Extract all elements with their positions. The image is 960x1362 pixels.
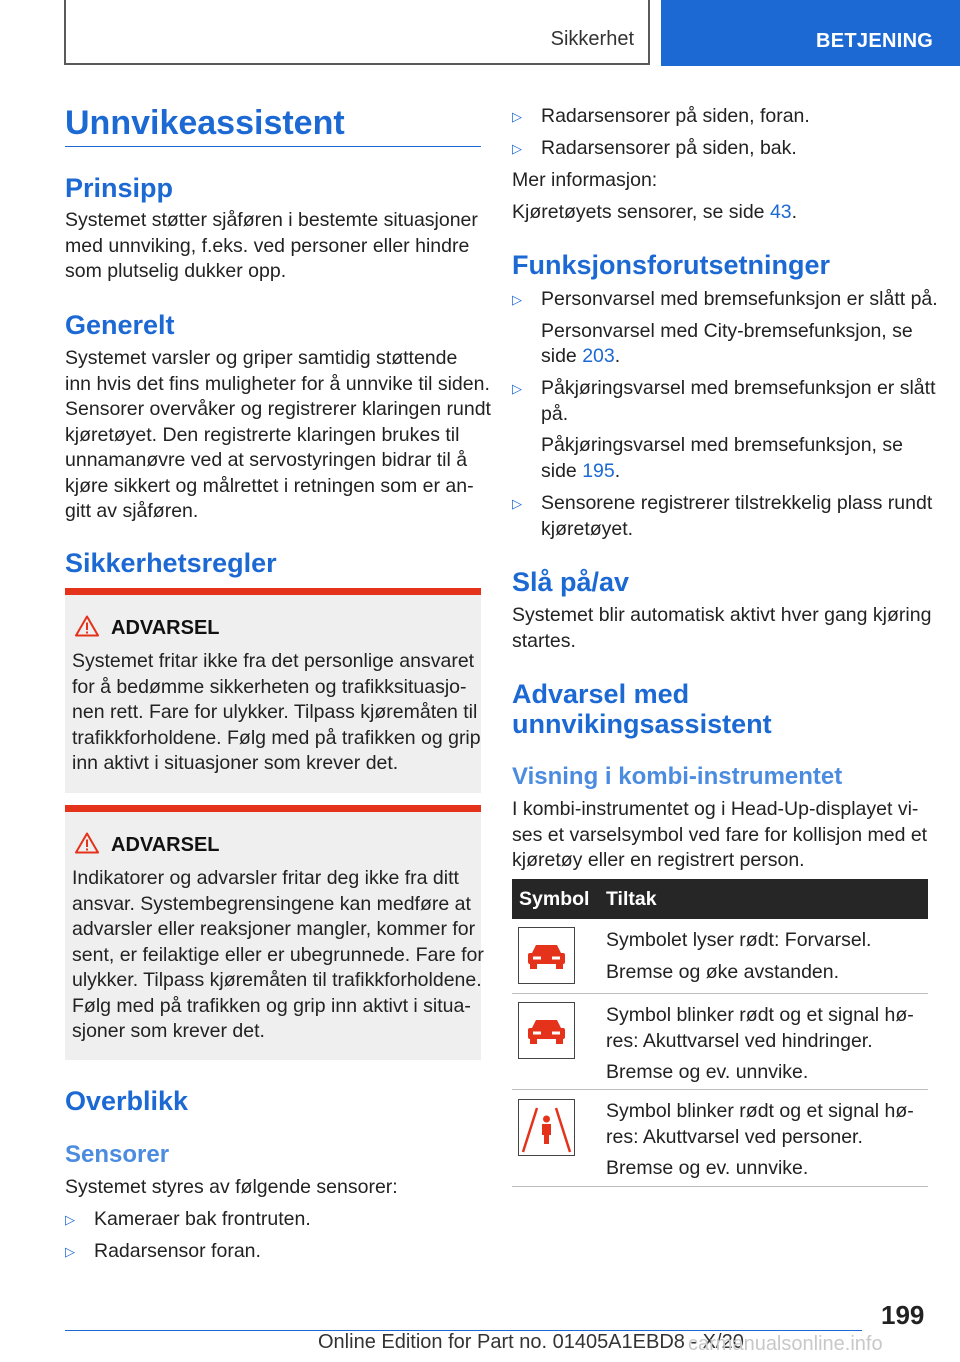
heading-display: Visning i kombi-instrumentet	[512, 763, 843, 790]
warning-triangle-icon	[75, 615, 99, 637]
text-line: ulykker. Tilpass kjøremåten til trafikkforholdene.	[72, 969, 482, 991]
principle-text	[65, 208, 478, 285]
text-line: Sensorene registrerer tilstrekkelig plass rundt	[541, 492, 933, 514]
text-line: Radarsensorer på siden, foran.	[541, 105, 810, 127]
page-header	[0, 0, 960, 66]
text-line: Radarsensorer på siden, bak.	[541, 137, 797, 159]
table-cell-action	[606, 1003, 914, 1086]
text-line: kjøretøyet.	[541, 517, 634, 540]
text-line: Følg med på trafikken og grip inn aktivt i situa-	[72, 994, 471, 1017]
header-chapter-label: BETJENING	[816, 30, 934, 52]
heading-conditions: Funksjonsforutsetninger	[512, 250, 831, 280]
page-link[interactable]: 203	[582, 345, 615, 367]
text-line: på.	[541, 402, 569, 425]
list-item: ▷ Personvarsel med bremsefunksjon er slått på. Personvarsel med City-bremsefunksjon, se side 203.	[512, 288, 938, 367]
text-line: Radarsensor foran.	[94, 1240, 261, 1262]
text-line: Personvarsel med City-bremsefunksjon, se	[541, 319, 913, 342]
text-line: sent, er feilaktige eller er ubegrunnede. Fare for	[72, 943, 484, 966]
text-line: Symbol blinker rødt og et signal hø-	[606, 1100, 914, 1122]
onoff-text	[512, 603, 931, 654]
warning-text	[72, 649, 481, 777]
text-line: Påkjøringsvarsel med bremsefunksjon, se	[541, 434, 903, 456]
list-item	[512, 491, 933, 543]
table-cell-action	[606, 1099, 914, 1182]
text-line: Sensorer overvåker og registrerer klaringen rundt	[65, 398, 491, 420]
page-link[interactable]: 195	[582, 459, 615, 482]
page-number: 199	[881, 1300, 925, 1330]
warning-title: ADVARSEL	[111, 617, 220, 639]
warning-box	[65, 588, 481, 793]
text-line: side	[541, 345, 583, 367]
list-item	[512, 104, 928, 130]
pedestrian-warning-icon	[518, 1099, 575, 1156]
bullet-triangle-icon: ▷	[65, 1244, 75, 1259]
text-line: res: Akuttvarsel ved hindringer.	[606, 1029, 873, 1052]
table-cell-action	[606, 928, 871, 985]
text-line: kjøretøy eller en registrert person.	[512, 849, 805, 871]
table-row	[512, 1090, 928, 1187]
list-item	[65, 1239, 481, 1265]
column-header-symbol: Symbol	[519, 888, 590, 910]
title-rule	[65, 146, 481, 147]
text-line: som plutselig dukker opp.	[65, 260, 287, 282]
text-line: for å bedømme sikkerheten og trafikksituasjo-	[72, 675, 467, 698]
text-line: side	[541, 459, 583, 482]
text-line: startes.	[512, 629, 576, 652]
text-line: Indikatorer og advarsler fritar deg ikke fra ditt	[72, 867, 459, 889]
text-line: res: Akuttvarsel ved personer.	[606, 1125, 863, 1148]
reference-text: Kjøretøyets sensorer, se side	[512, 201, 770, 223]
car-warning-icon	[518, 1002, 575, 1059]
warning-box	[65, 805, 484, 1060]
sensors-intro	[65, 1175, 398, 1201]
sensor-reference	[512, 200, 797, 226]
text-line: unnamanøvre ved at servostyringen bidrar til å	[65, 449, 468, 471]
watermark: carmanualsonline.info	[688, 1333, 883, 1355]
column-header-action: Tiltak	[606, 888, 657, 910]
text-line: nen rett. Fare for ulykker. Tilpass kjøremåten til	[72, 701, 478, 723]
text-line: Personvarsel med bremsefunksjon er slått på.	[541, 288, 938, 310]
bullet-triangle-icon: ▷	[512, 141, 522, 156]
header-section-box	[64, 0, 650, 65]
text-line: Påkjøringsvarsel med bremsefunksjon er slått	[541, 377, 936, 399]
text-line: Bremse og ev. unnvike.	[606, 1157, 809, 1179]
heading-principle: Prinsipp	[65, 173, 174, 203]
heading-safety: Sikkerhetsregler	[65, 548, 277, 578]
text-line: kjøretøyet. Den registrerte klaringen brukes til	[65, 423, 460, 446]
text-line: inn aktivt i situasjoner som krever det.	[72, 752, 399, 774]
text-line: Symbolet lyser rødt: Forvarsel.	[606, 929, 872, 951]
text-line: med unnviking, f.eks. ved personer eller hindre	[65, 234, 470, 257]
text-line: sjoner som krever det.	[72, 1020, 265, 1042]
text-line: trafikkforholdene. Følg med på trafikken og grip	[72, 726, 481, 749]
warning-title: ADVARSEL	[111, 834, 220, 856]
list-item: ▷ Påkjøringsvarsel med bremsefunksjon er slått på. Påkjøringsvarsel med bremsefunksjon, se side 195.	[512, 377, 936, 482]
text-line: Systemet støtter sjåføren i bestemte situasjoner	[65, 209, 478, 231]
table-header	[512, 879, 928, 919]
text-line: Bremse og ev. unnvike.	[606, 1061, 809, 1083]
text-line: Systemet styres av følgende sensorer:	[65, 1176, 398, 1198]
text-line: Symbol blinker rødt og et signal hø-	[606, 1004, 914, 1026]
text-line: gitt av sjåføren.	[65, 500, 199, 522]
heading-general: Generelt	[65, 310, 175, 340]
header-chapter-tab	[661, 0, 960, 66]
heading-sensors: Sensorer	[65, 1141, 170, 1168]
header-section-title: Sikkerhet	[550, 28, 634, 50]
text-line: ansvar. Systembegrensingene kan medføre at	[72, 892, 471, 915]
text-line: inn hvis det fins muligheter for å unnvike til siden.	[65, 372, 490, 395]
text-line: Mer informasjon:	[512, 169, 658, 191]
list-item	[65, 1207, 481, 1233]
bullet-triangle-icon: ▷	[512, 292, 522, 307]
text-line: Kameraer bak frontruten.	[94, 1208, 311, 1230]
reference-end: .	[791, 201, 798, 223]
bullet-triangle-icon: ▷	[65, 1212, 75, 1227]
text-line: Systemet varsler og griper samtidig støttende	[65, 347, 458, 369]
more-info-label	[512, 168, 657, 194]
text-line: I kombi-instrumentet og i Head-Up-displayet vi-	[512, 798, 919, 820]
general-text	[65, 346, 491, 525]
list-item	[512, 136, 928, 162]
text-line: Bremse og øke avstanden.	[606, 960, 840, 983]
footer-edition: Online Edition for Part no. 01405A1EBD8 - X/20	[318, 1331, 744, 1353]
text-line: Systemet fritar ikke fra det personlige ansvaret	[72, 650, 475, 672]
warning-text	[72, 866, 484, 1045]
bullet-triangle-icon: ▷	[512, 496, 522, 511]
text-line: advarsler eller reaksjoner mangler, kommer for	[72, 918, 476, 940]
heading-overview: Overblikk	[65, 1086, 189, 1116]
bullet-triangle-icon: ▷	[512, 381, 522, 396]
page-title: Unnvikeassistent	[65, 104, 345, 142]
table-row	[512, 919, 928, 994]
display-text	[512, 797, 927, 874]
car-warning-icon	[518, 927, 575, 984]
heading-onoff: Slå på/av	[512, 567, 630, 597]
warning-triangle-icon	[75, 832, 99, 854]
bullet-triangle-icon: ▷	[512, 109, 522, 124]
page-link[interactable]: 43	[769, 201, 792, 223]
text-line: Systemet blir automatisk aktivt hver gang kjøring	[512, 604, 932, 626]
table-row	[512, 994, 928, 1090]
heading-warning-line2: unnvikingsassistent	[512, 709, 772, 739]
heading-warning-line1: Advarsel med	[512, 679, 690, 709]
text-line: ses et varselsymbol ved fare for kollisjon med et	[512, 823, 928, 846]
text-line: kjøre sikkert og målrettet i retningen som er an-	[65, 474, 474, 497]
